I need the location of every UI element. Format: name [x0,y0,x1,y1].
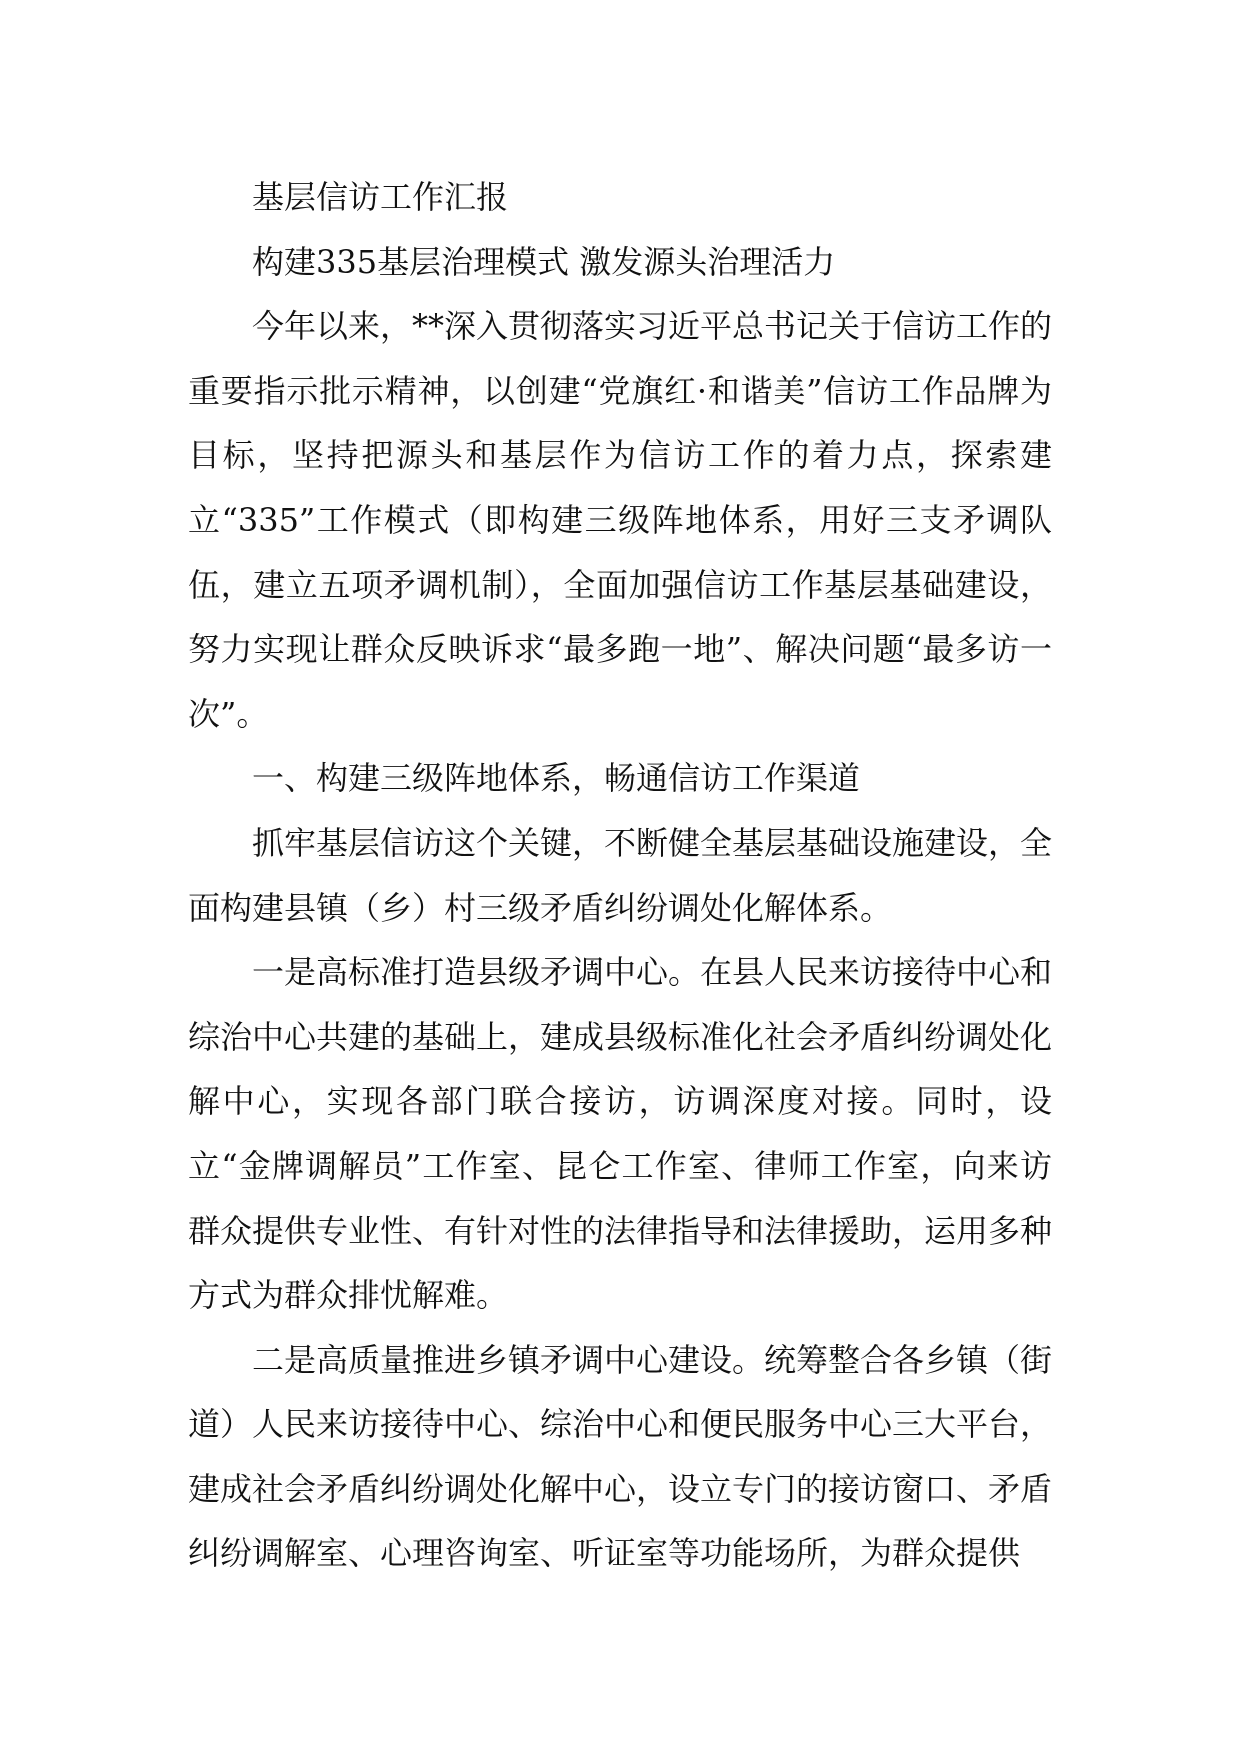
document-body [188,165,1052,1586]
paragraph-intro: 今年以来，**深入贯彻落实习近平总书记关于信访工作的重要指示批示精神，以创建“党旗红·和谐美”信访工作品牌为目标，坚持把源头和基层作为信访工作的着力点，探索建立“335”工作模式（即构建三级阵地体系，用好三支矛调队伍，建立五项矛调机制），全面加强信访工作基层基础建设，努力实现让群众反映诉求“最多跑一地”、解决问题“最多访一次”。 [188,307,1053,733]
paragraph-section-1-intro: 抓牢基层信访这个关键，不断健全基层基础设施建设，全面构建县镇（乡）村三级矛盾纠纷调处化解体系。 [188,823,1053,927]
paragraph-county-center: 一是高标准打造县级矛调中心。在县人民来访接待中心和综治中心共建的基础上，建成县级标准化社会矛盾纠纷调处化解中心，实现各部门联合接访，访调深度对接。同时，设立“金牌调解员”工作室、昆仑工作室、律师工作室，向来访群众提供专业性、有针对性的法律指导和法律援助，运用多种方式为群众排忧解难。 [188,953,1053,1315]
document-subtitle: 构建335基层治理模式 激发源头治理活力 [252,242,836,281]
paragraph-township-center: 二是高质量推进乡镇矛调中心建设。统筹整合各乡镇（街道）人民来访接待中心、综治中心和便民服务中心三大平台，建成社会矛盾纠纷调处化解中心，设立专门的接访窗口、矛盾纠纷调解室、心理咨询室、听证室等功能场所，为群众提供 [188,1340,1053,1573]
document-title: 基层信访工作汇报 [252,178,509,216]
section-heading-1: 一、构建三级阵地体系，畅通信访工作渠道 [252,759,861,798]
